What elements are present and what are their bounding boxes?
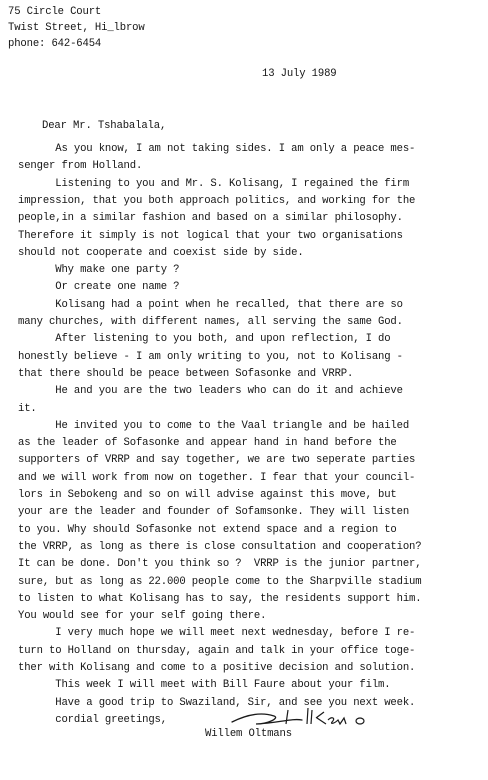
body-line: I very much hope we will meet next wednesday, before I re- — [18, 627, 416, 640]
typed-signature-name: Willem Oltmans — [205, 728, 292, 740]
body-line: turn to Holland on thursday, again and talk in your office toge- — [18, 644, 416, 657]
body-line: impression, that you both approach politics, and working for the — [18, 194, 416, 207]
body-line: your are the leader and founder of Sofamsonke. They will listen — [18, 506, 410, 519]
body-line: it. — [18, 402, 37, 415]
body-line: As you know, I am not taking sides. I am only a peace mes- — [18, 143, 416, 155]
body-line: He and you are the two leaders who can do it and achieve — [18, 385, 403, 398]
body-line: sure, but as long as 22.000 people come to the Sharpville stadium — [18, 575, 422, 588]
body-line: as the leader of Sofasonke and appear hand in hand before the — [18, 437, 397, 450]
body-line: lors in Sebokeng and so on will advise against this move, but — [18, 489, 397, 501]
sender-address-line-2: Twist Street, Hi_lbrow — [8, 22, 145, 34]
body-line: to listen to what Kolisang has to say, the residents support him. — [18, 592, 422, 605]
body-line: cordial greetings, — [18, 713, 167, 726]
body-line: people,in a similar fashion and based on a similar philosophy. — [18, 212, 403, 225]
body-line: Listening to you and Mr. S. Kolisang, I regained the firm — [18, 177, 410, 190]
letter-date: 13 July 1989 — [262, 68, 337, 80]
body-line: honestly believe - I am only writing to you, not to Kolisang - — [18, 350, 403, 363]
salutation: Dear Mr. Tshabalala, — [42, 120, 167, 132]
body-line: This week I will meet with Bill Faure about your film. — [18, 679, 391, 692]
body-line: and we will work from now on together. I fear that your council- — [18, 471, 416, 484]
body-line: supporters of VRRP and say together, we are two seperate parties — [18, 454, 416, 467]
body-line: many churches, with different names, all serving the same God. — [18, 316, 403, 328]
body-line: Kolisang had a point when he recalled, that there are so — [18, 298, 403, 311]
body-line: should not cooperate and coexist side by side. — [18, 246, 304, 259]
body-line: Why make one party ? — [18, 264, 180, 277]
body-line: Therefore it simply is not logical that your two organisations — [18, 229, 403, 242]
body-line: It can be done. Don't you think so ? VRRP is the junior partner, — [18, 558, 422, 571]
body-line: to you. Why should Sofasonke not extend space and a region to — [18, 523, 397, 536]
body-line: ther with Kolisang and come to a positive decision and solution. — [18, 662, 416, 674]
sender-phone: phone: 642-6454 — [8, 38, 102, 50]
body-line: the VRRP, as long as there is close consultation and cooperation? — [18, 540, 422, 553]
body-line: You would see for your self going there. — [18, 610, 267, 623]
body-line: that there should be peace between Sofasonke and VRRP. — [18, 367, 354, 380]
body-line: He invited you to come to the Vaal triangle and be hailed — [18, 419, 410, 432]
body-line: Or create one name ? — [18, 281, 180, 294]
body-line: senger from Holland. — [18, 160, 143, 173]
body-line: After listening to you both, and upon reflection, I do — [18, 333, 391, 346]
body-line: Have a good trip to Swaziland, Sir, and see you next week. — [18, 696, 416, 709]
sender-address-line-1: 75 Circle Court — [8, 6, 102, 18]
